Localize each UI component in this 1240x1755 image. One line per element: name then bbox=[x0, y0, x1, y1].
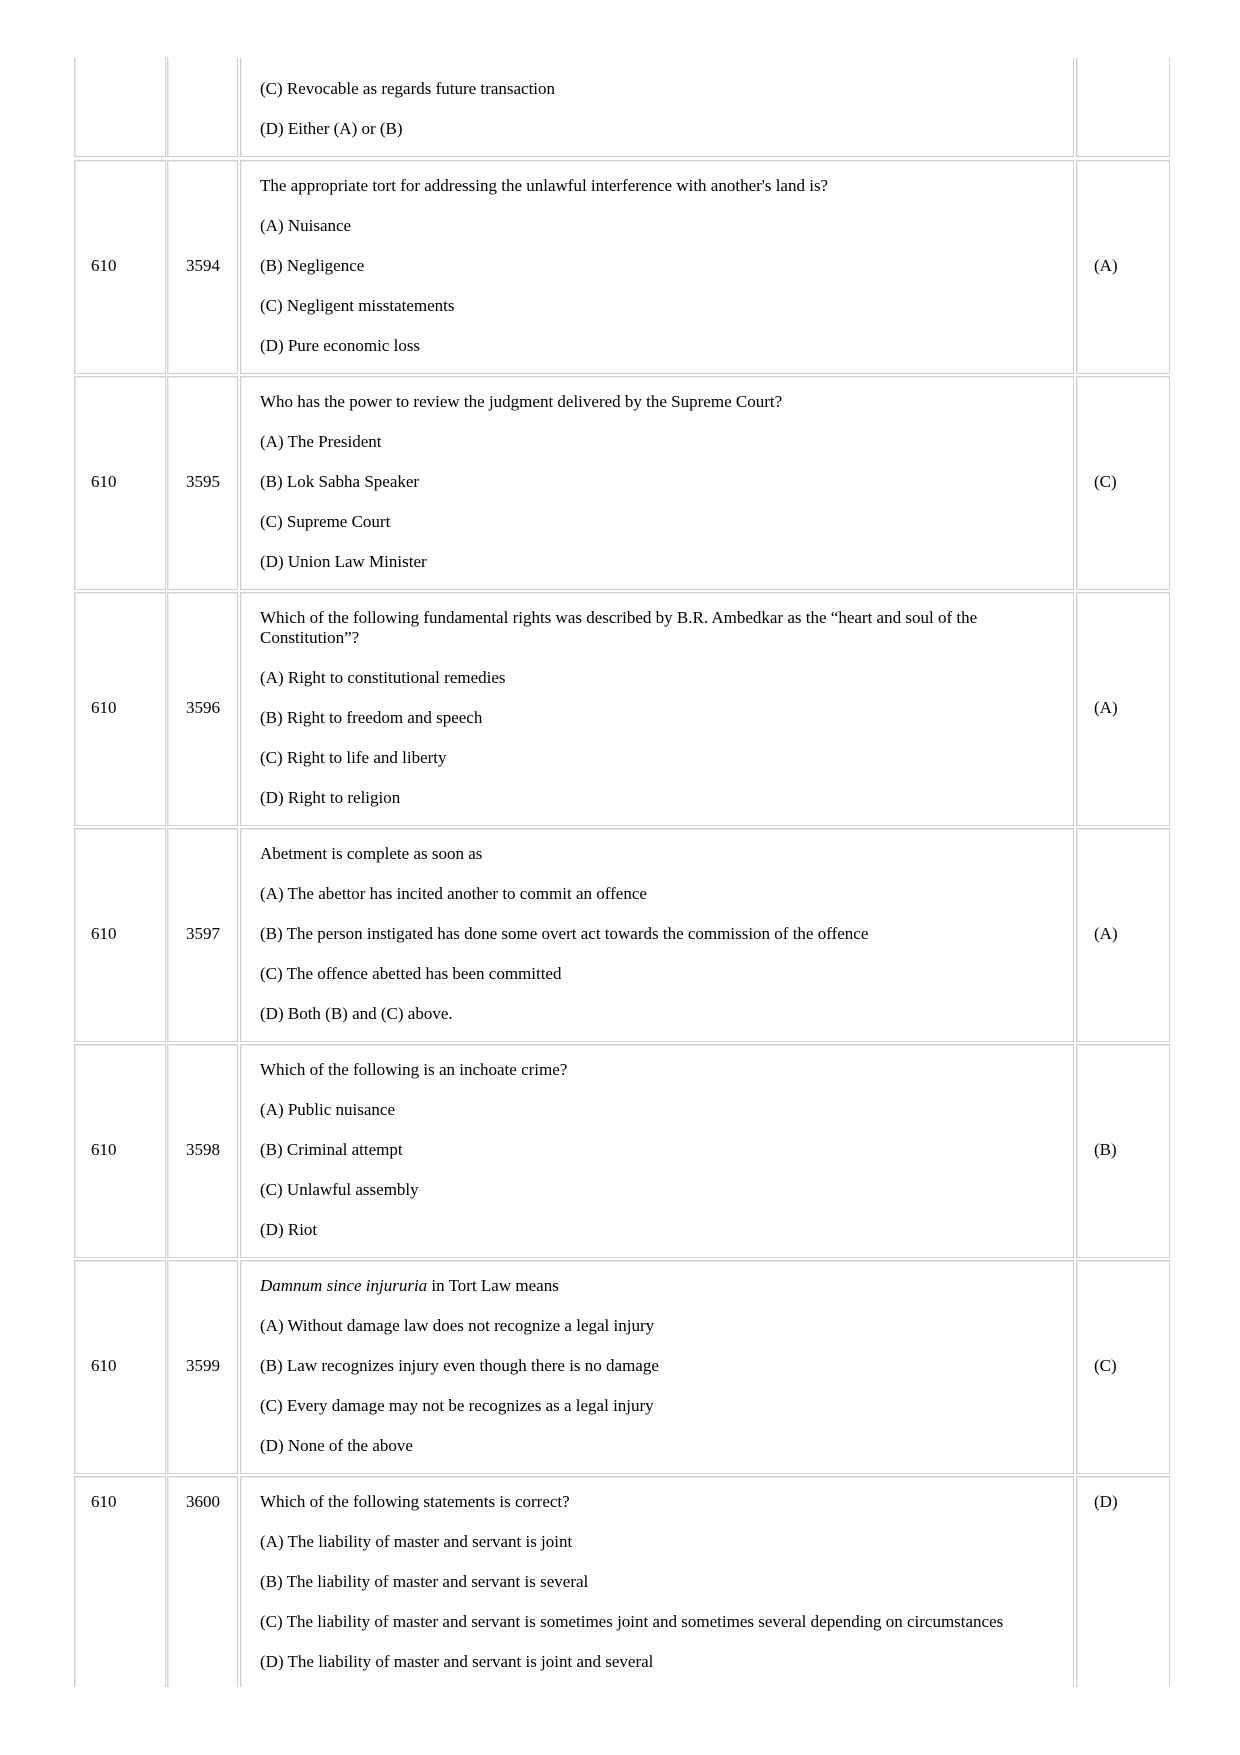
number-cell bbox=[167, 58, 238, 157]
option-d: (D) The liability of master and servant is joint and several bbox=[260, 1652, 654, 1671]
option-b: (B) Law recognizes injury even though there is no damage bbox=[260, 1356, 659, 1375]
answer-key: (C) bbox=[1094, 472, 1117, 491]
option-c: (C) Negligent misstatements bbox=[260, 296, 455, 315]
answer-cell bbox=[1076, 1044, 1170, 1258]
question-code: 610 bbox=[91, 1492, 117, 1511]
question-code: 610 bbox=[91, 472, 117, 491]
question-stem: Which of the following statements is correct? bbox=[260, 1492, 570, 1511]
option-c: (C) Right to life and liberty bbox=[260, 748, 447, 767]
answer-key: (B) bbox=[1094, 1140, 1117, 1159]
question-number: 3599 bbox=[186, 1356, 220, 1375]
answer-cell bbox=[1076, 592, 1170, 826]
option-d: (D) Either (A) or (B) bbox=[260, 119, 403, 138]
option-a: (A) Right to constitutional remedies bbox=[260, 668, 506, 687]
answer-key: (C) bbox=[1094, 1356, 1117, 1375]
code-cell bbox=[74, 58, 166, 157]
latin-term: Damnum since injururia bbox=[260, 1276, 428, 1295]
answer-cell bbox=[1076, 828, 1170, 1042]
question-number: 3600 bbox=[186, 1492, 220, 1511]
option-d: (D) None of the above bbox=[260, 1436, 413, 1455]
option-a: (A) The President bbox=[260, 432, 382, 451]
option-a: (A) Nuisance bbox=[260, 216, 352, 235]
code-cell bbox=[74, 376, 166, 590]
question-stem bbox=[260, 1276, 559, 1296]
option-b: (B) Lok Sabha Speaker bbox=[260, 472, 420, 491]
question-number: 3595 bbox=[186, 472, 220, 491]
option-d: (D) Pure economic loss bbox=[260, 336, 421, 355]
question-code: 610 bbox=[91, 698, 117, 717]
option-c: (C) Revocable as regards future transaction bbox=[260, 79, 556, 98]
answer-cell bbox=[1076, 58, 1170, 157]
code-cell bbox=[74, 1476, 166, 1687]
answer-cell bbox=[1076, 160, 1170, 374]
answer-key: (D) bbox=[1094, 1492, 1118, 1511]
question-code: 610 bbox=[91, 256, 117, 275]
option-a: (A) The liability of master and servant is joint bbox=[260, 1532, 573, 1551]
question-code: 610 bbox=[91, 924, 117, 943]
option-c: (C) The liability of master and servant is sometimes joint and sometimes several depending on circumstances bbox=[260, 1612, 1004, 1631]
code-cell bbox=[74, 828, 166, 1042]
code-cell bbox=[74, 160, 166, 374]
question-stem: Who has the power to review the judgment delivered by the Supreme Court? bbox=[260, 392, 783, 411]
option-a: (A) The abettor has incited another to commit an offence bbox=[260, 884, 647, 903]
answer-key: (A) bbox=[1094, 698, 1118, 717]
code-cell bbox=[74, 1260, 166, 1474]
option-b: (B) The person instigated has done some overt act towards the commission of the offence bbox=[260, 924, 869, 943]
option-d: (D) Riot bbox=[260, 1220, 318, 1239]
question-number: 3594 bbox=[186, 256, 220, 275]
option-d: (D) Right to religion bbox=[260, 788, 401, 807]
option-b: (B) Criminal attempt bbox=[260, 1140, 403, 1159]
question-code: 610 bbox=[91, 1356, 117, 1375]
option-b: (B) The liability of master and servant is several bbox=[260, 1572, 589, 1591]
answer-key: (A) bbox=[1094, 924, 1118, 943]
option-d: (D) Union Law Minister bbox=[260, 552, 427, 571]
option-c: (C) The offence abetted has been committed bbox=[260, 964, 562, 983]
question-number: 3597 bbox=[186, 924, 220, 943]
option-b: (B) Right to freedom and speech bbox=[260, 708, 483, 727]
question-stem: Abetment is complete as soon as bbox=[260, 844, 483, 863]
code-cell bbox=[74, 1044, 166, 1258]
option-c: (C) Supreme Court bbox=[260, 512, 391, 531]
answer-key: (A) bbox=[1094, 256, 1118, 275]
code-cell bbox=[74, 592, 166, 826]
question-cell bbox=[240, 58, 1074, 157]
question-stem: Which of the following is an inchoate crime? bbox=[260, 1060, 568, 1079]
question-number: 3598 bbox=[186, 1140, 220, 1159]
question-code: 610 bbox=[91, 1140, 117, 1159]
answer-cell bbox=[1076, 1260, 1170, 1474]
option-c: (C) Unlawful assembly bbox=[260, 1180, 419, 1199]
option-a: (A) Public nuisance bbox=[260, 1100, 396, 1119]
option-a: (A) Without damage law does not recognize a legal injury bbox=[260, 1316, 655, 1335]
question-stem: Which of the following fundamental rights was described by B.R. Ambedkar as the “heart and soul of the Constitution”? bbox=[260, 608, 978, 647]
option-d: (D) Both (B) and (C) above. bbox=[260, 1004, 453, 1023]
question-stem-rest: in Tort Law means bbox=[427, 1276, 559, 1295]
question-number: 3596 bbox=[186, 698, 220, 717]
question-stem: The appropriate tort for addressing the unlawful interference with another's land is? bbox=[260, 176, 829, 195]
answer-cell bbox=[1076, 376, 1170, 590]
answer-cell bbox=[1076, 1476, 1170, 1687]
option-c: (C) Every damage may not be recognizes as a legal injury bbox=[260, 1396, 654, 1415]
option-b: (B) Negligence bbox=[260, 256, 365, 275]
